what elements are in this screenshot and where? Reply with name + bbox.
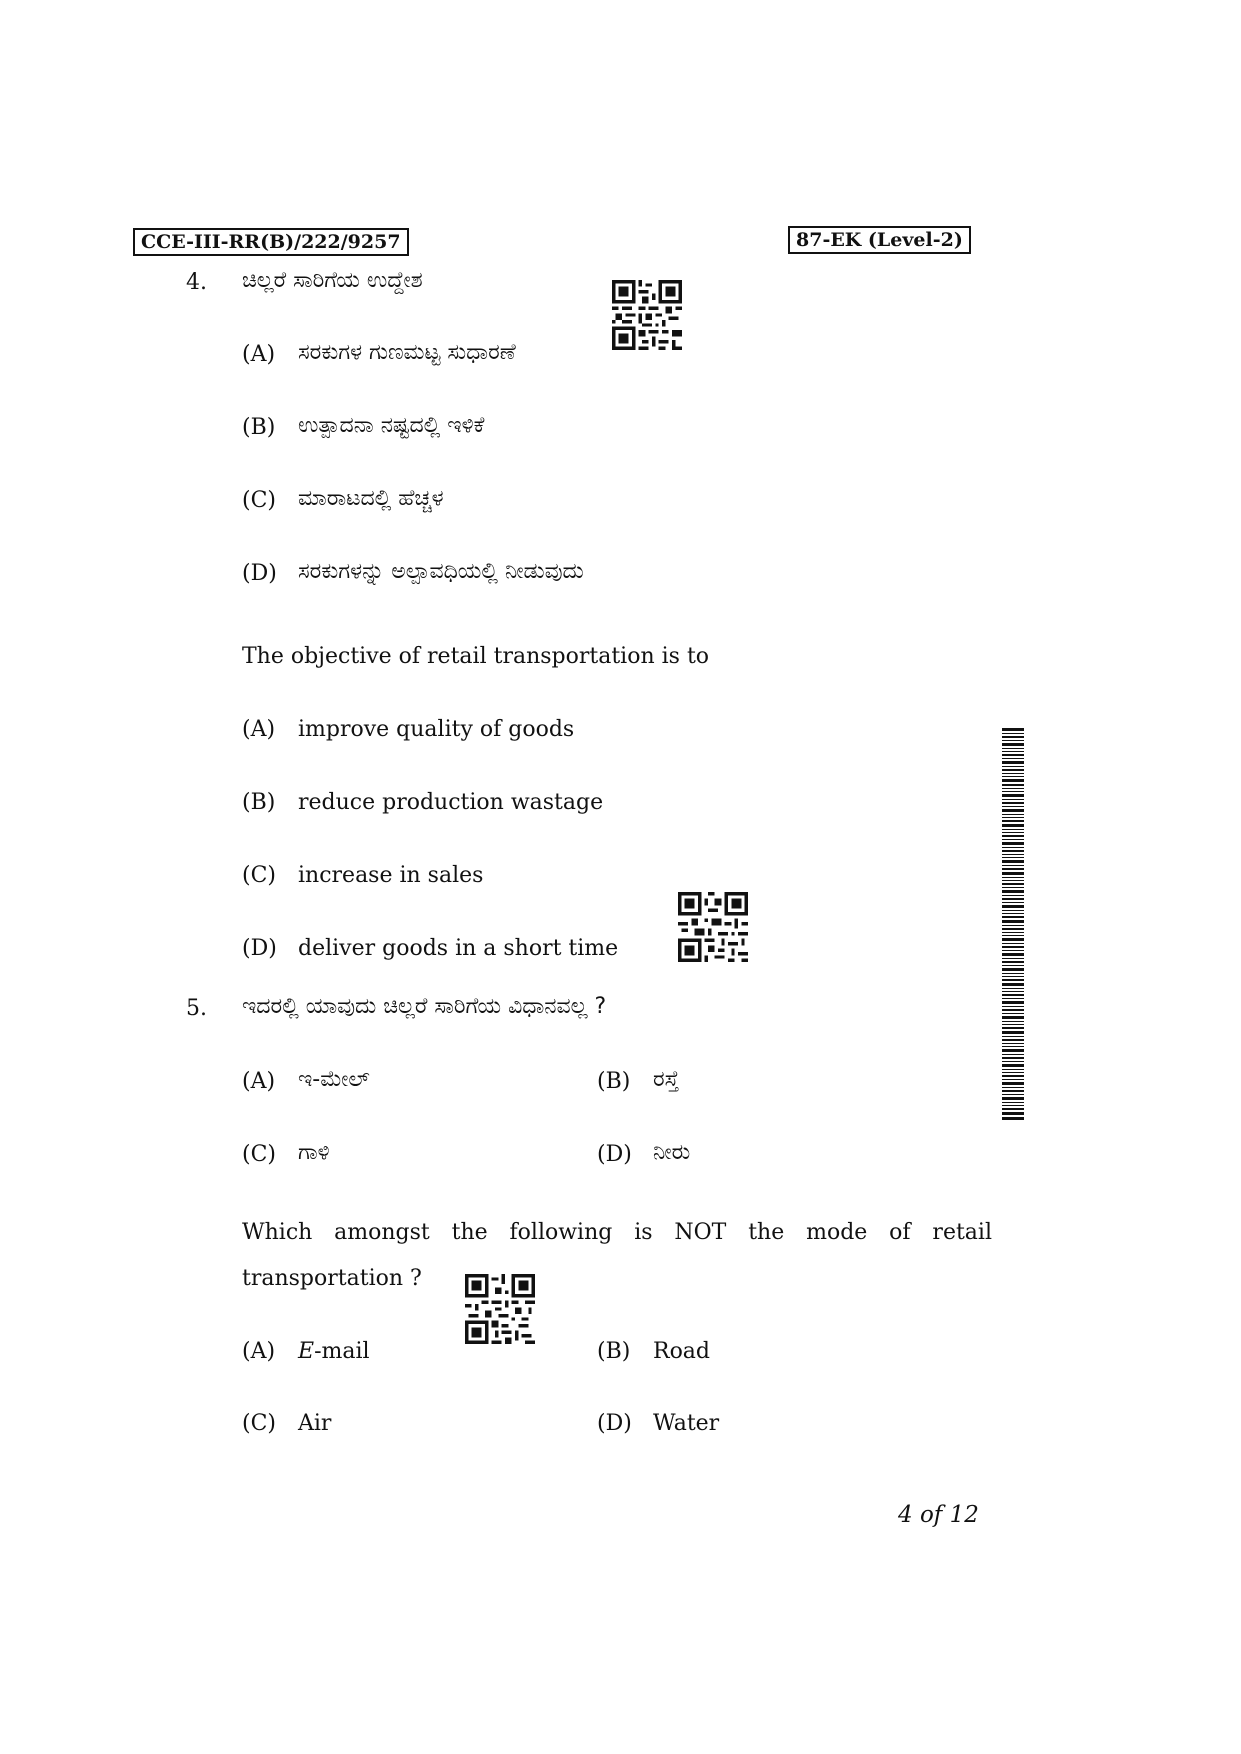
option-letter: (C): [242, 488, 276, 513]
page-number: 4 of 12: [898, 1502, 979, 1528]
option-text: improve quality of goods: [298, 717, 575, 742]
option-text: ಉತ್ಪಾದನಾ ನಷ್ಟದಲ್ಲಿ ಇಳಿಕೆ: [298, 413, 485, 438]
option-text: ಮಾರಾಟದಲ್ಲಿ ಹೆಚ್ಚಳ: [298, 486, 444, 511]
qr-code-icon: [465, 1274, 535, 1348]
question-stem-english-line1: Which amongst the following is NOT the mode of retail: [242, 1220, 992, 1245]
qr-code-icon: [678, 892, 748, 966]
option-text: Air: [298, 1411, 332, 1436]
option-text: increase in sales: [298, 863, 484, 888]
option-letter: (A): [242, 342, 276, 367]
question-stem-kannada: ಚಿಲ್ಲರೆ ಸಾರಿಗೆಯ ಉದ್ದೇಶ: [242, 268, 423, 293]
option-letter: (A): [242, 1339, 276, 1364]
barcode-icon: [1002, 728, 1024, 1124]
question-stem-english-line2: transportation ?: [242, 1266, 422, 1291]
option-text: reduce production wastage: [298, 790, 604, 815]
paper-code-right: 87-EK (Level-2): [788, 226, 971, 254]
question-stem-kannada: ಇದರಲ್ಲಿ ಯಾವುದು ಚಿಲ್ಲರೆ ಸಾರಿಗೆಯ ವಿಧಾನವಲ್ಲ ?: [242, 994, 607, 1019]
option-letter: (C): [242, 1142, 276, 1167]
question-number: 5.: [186, 996, 207, 1021]
option-letter: (D): [242, 561, 277, 586]
option-text: Road: [653, 1339, 711, 1364]
option-text-italic: E: [298, 1339, 315, 1364]
option-text: ಗಾಳಿ: [298, 1140, 330, 1165]
option-text: deliver goods in a short time: [298, 936, 619, 961]
option-text: ಸರಕುಗಳನ್ನು ಅಲ್ಪಾವಧಿಯಲ್ಲಿ ನೀಡುವುದು: [298, 559, 584, 584]
paper-code-left: CCE-III-RR(B)/222/9257: [133, 228, 409, 256]
option-letter: (C): [242, 1411, 276, 1436]
qr-code-icon: [612, 280, 682, 354]
option-letter: (B): [597, 1339, 631, 1364]
option-text-rest: -mail: [314, 1339, 370, 1364]
question-number: 4.: [186, 270, 207, 295]
option-letter: (B): [597, 1069, 631, 1094]
option-text: Water: [653, 1411, 720, 1436]
option-text: ನೀರು: [653, 1140, 691, 1165]
option-letter: (D): [597, 1411, 632, 1436]
option-text: ಇ-ಮೇಲ್: [298, 1067, 370, 1092]
question-stem-english: The objective of retail transportation is to: [242, 644, 710, 669]
option-letter: (A): [242, 717, 276, 742]
option-text: ರಸ್ತೆ: [653, 1067, 680, 1092]
option-letter: (A): [242, 1069, 276, 1094]
option-text: [298, 1337, 370, 1367]
option-letter: (D): [242, 936, 277, 961]
option-text: ಸರಕುಗಳ ಗುಣಮಟ್ಟ ಸುಧಾರಣೆ: [298, 340, 516, 365]
option-letter: (B): [242, 790, 276, 815]
option-letter: (C): [242, 863, 276, 888]
option-letter: (B): [242, 415, 276, 440]
option-letter: (D): [597, 1142, 632, 1167]
